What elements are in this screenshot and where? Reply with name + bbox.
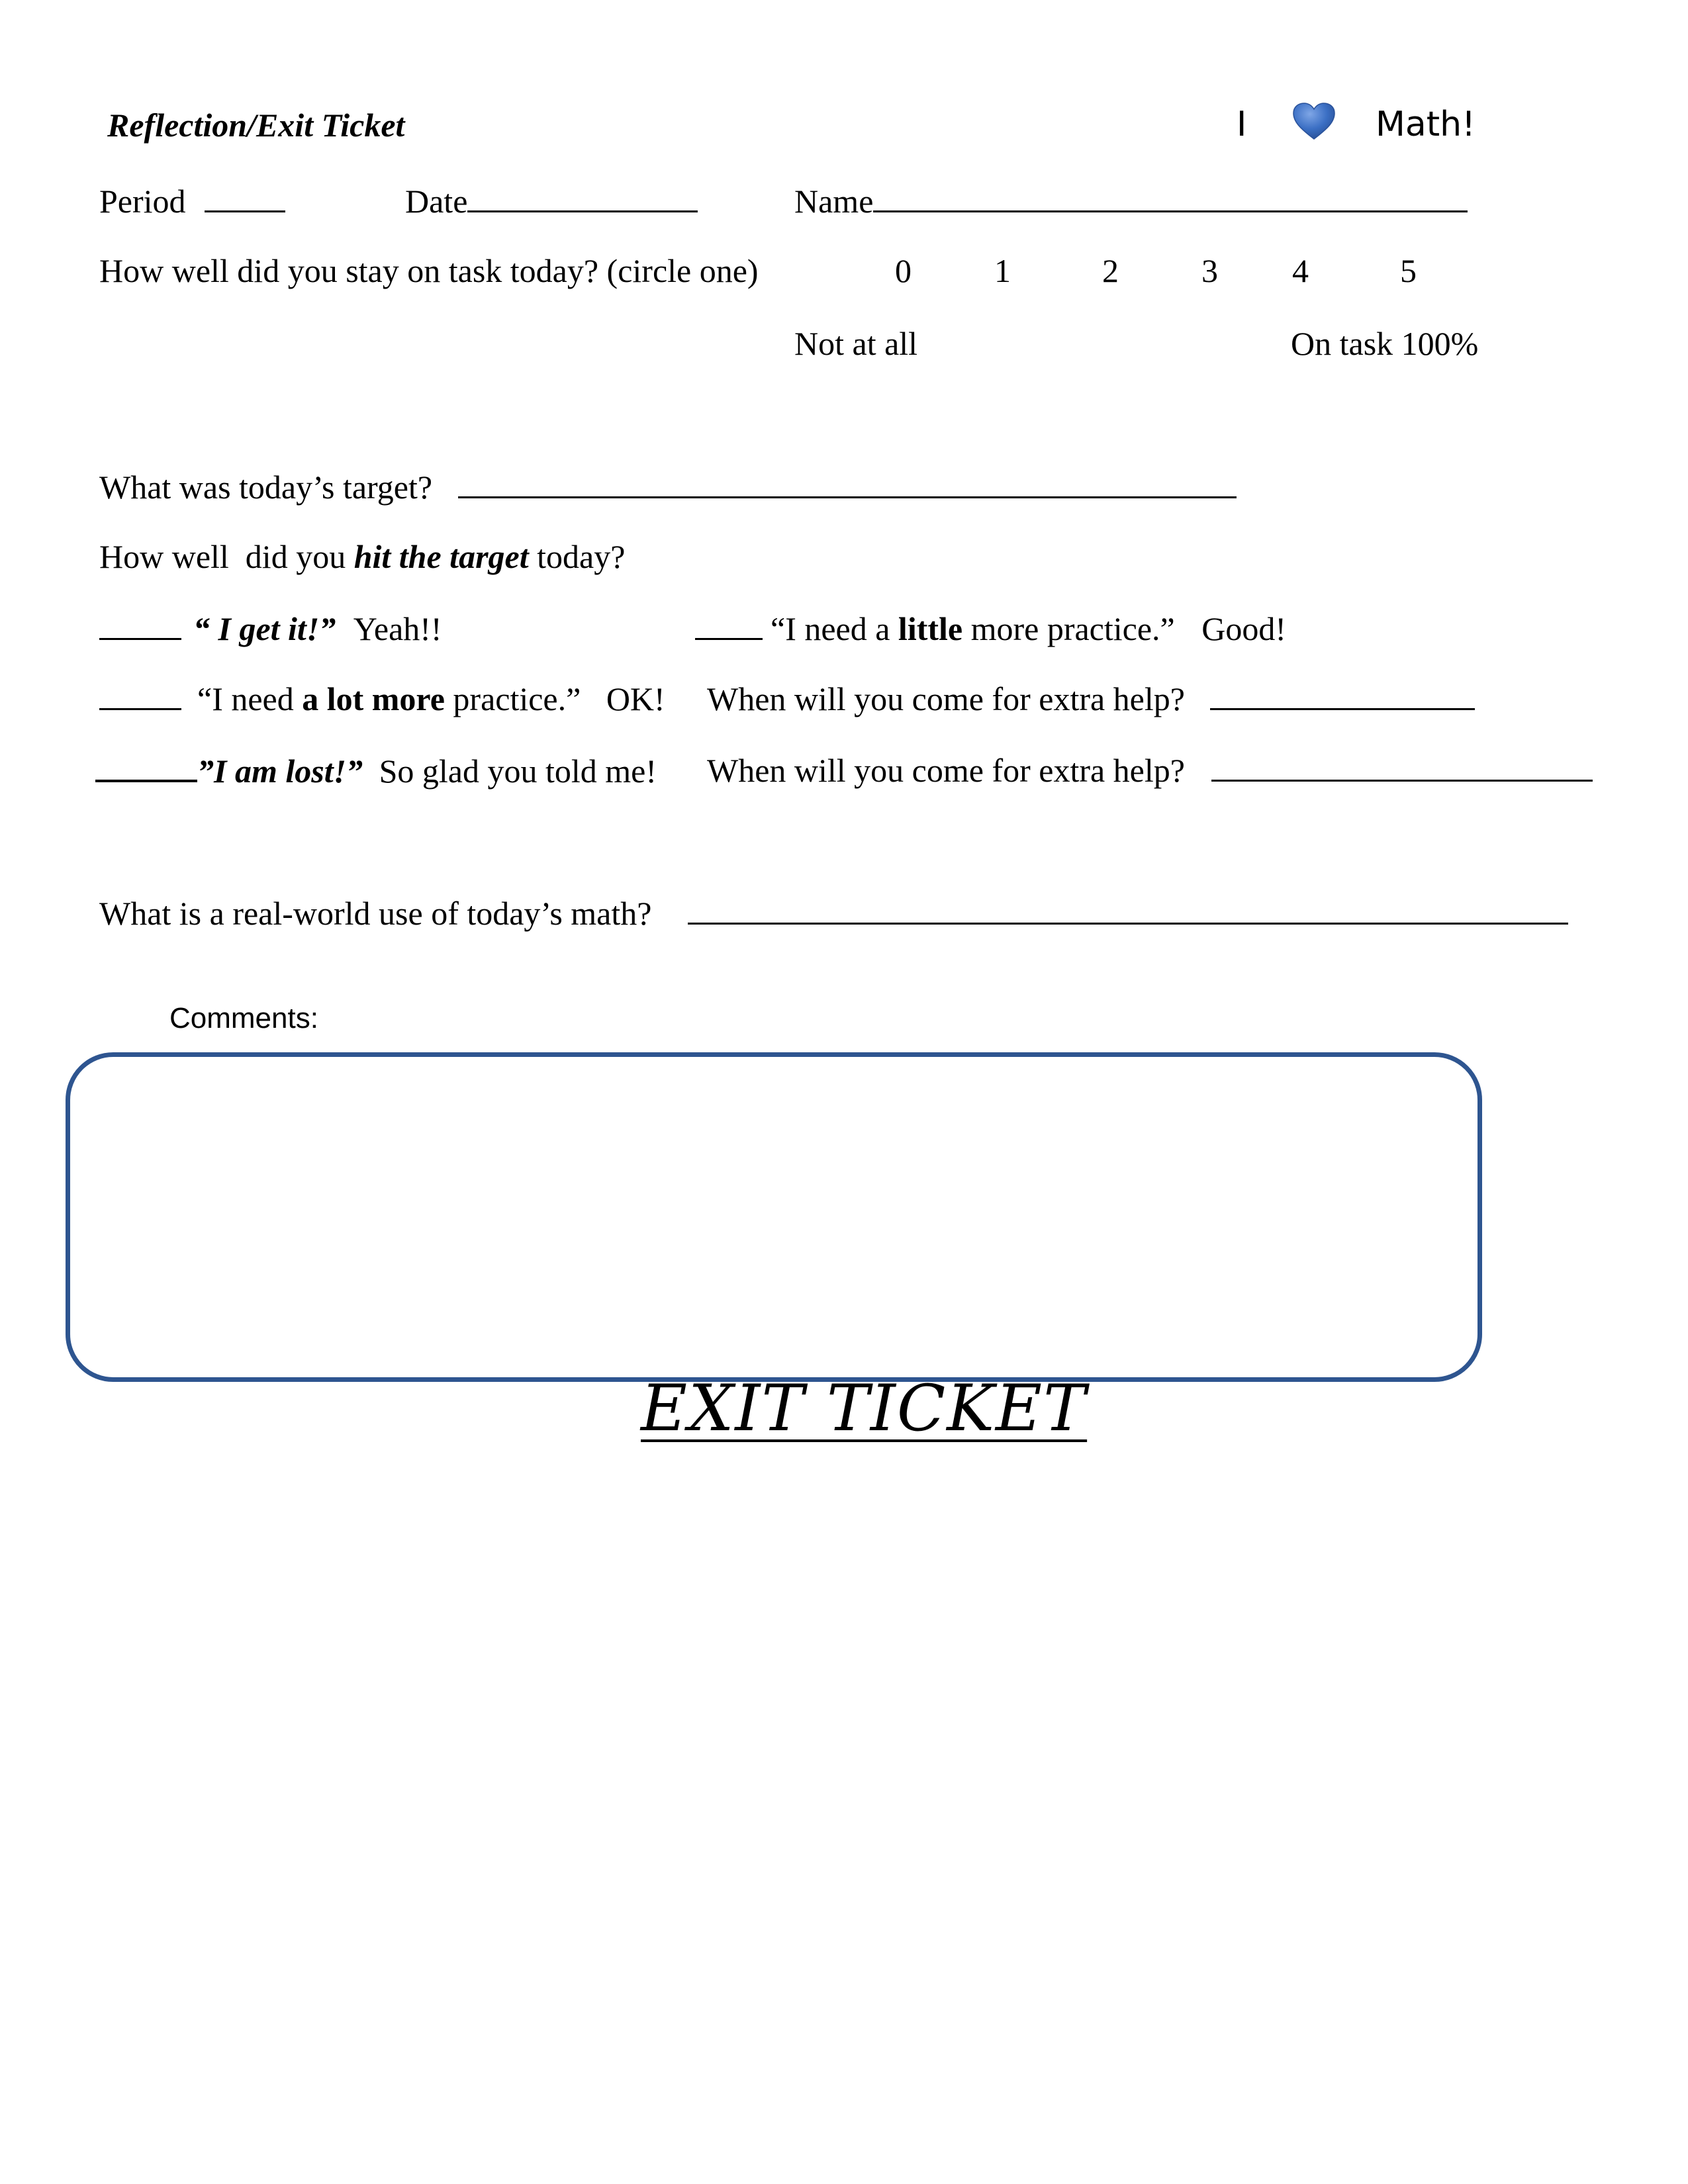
hit-target-question — [99, 540, 625, 573]
lost-quote: ”I am lost!” — [197, 752, 363, 790]
name-row — [794, 184, 1468, 218]
exit-ticket-title: EXIT TICKET — [641, 1371, 1088, 1445]
scale-2[interactable]: 2 — [1102, 252, 1119, 289]
date-label: Date — [405, 183, 468, 220]
target-question: What was today’s target? — [99, 469, 433, 506]
comments-box[interactable] — [66, 1052, 1482, 1382]
option-little — [695, 612, 1286, 645]
hit-target-emphasis: hit the target — [353, 538, 529, 575]
badge-i: I — [1237, 105, 1247, 144]
realworld-question: What is a real-world use of today’s math? — [99, 895, 652, 932]
realworld-row — [99, 896, 1568, 930]
lot-more-reply: OK! — [606, 680, 665, 717]
hit-target-prefix: How well did you — [99, 538, 354, 575]
scale-1[interactable]: 1 — [994, 252, 1011, 289]
scale-5[interactable]: 5 — [1400, 252, 1417, 289]
name-label: Name — [794, 183, 874, 220]
option-lost — [95, 753, 657, 788]
little-pre: “I need a — [771, 610, 898, 647]
extra-help-question-2: When will you come for extra help? — [707, 752, 1185, 789]
extra-help-row-2 — [707, 753, 1593, 787]
date-blank[interactable] — [467, 184, 698, 212]
little-reply: Good! — [1201, 610, 1286, 647]
lot-more-bold: a lot more — [302, 680, 445, 717]
extra-help-row-1 — [707, 682, 1475, 715]
get-it-reply: Yeah!! — [353, 610, 442, 647]
little-blank[interactable] — [695, 612, 763, 640]
lot-more-pre: “I need — [197, 680, 303, 717]
extra-help-blank-2[interactable] — [1211, 753, 1593, 782]
date-row — [405, 184, 698, 218]
target-blank[interactable] — [458, 470, 1237, 498]
get-it-blank[interactable] — [99, 612, 181, 640]
option-lot-more — [99, 682, 665, 715]
period-row — [99, 184, 285, 218]
extra-help-question-1: When will you come for extra help? — [707, 680, 1185, 717]
worksheet-title: Reflection/Exit Ticket — [107, 107, 405, 144]
lost-reply: So glad you told me! — [379, 752, 657, 790]
scale-3[interactable]: 3 — [1201, 252, 1218, 289]
scale-0[interactable]: 0 — [895, 252, 912, 289]
lot-more-post: practice.” — [444, 680, 581, 717]
period-blank[interactable] — [205, 184, 285, 212]
scale-low-label: Not at all — [794, 325, 918, 362]
name-blank[interactable] — [873, 184, 1468, 212]
get-it-quote: “ I get it!” — [193, 610, 336, 647]
on-task-question: How well did you stay on task today? (circle one) — [99, 252, 759, 289]
lot-more-blank[interactable] — [99, 682, 181, 710]
extra-help-blank-1[interactable] — [1210, 682, 1475, 710]
comments-label: Comments: — [169, 1002, 318, 1034]
option-get-it — [99, 612, 442, 645]
hit-target-suffix: today? — [528, 538, 626, 575]
little-post: more practice.” — [962, 610, 1175, 647]
realworld-blank[interactable] — [688, 896, 1568, 925]
target-row — [99, 470, 1237, 504]
scale-high-label: On task 100% — [1291, 325, 1479, 362]
scale-4[interactable]: 4 — [1292, 252, 1309, 289]
lost-blank[interactable] — [95, 753, 197, 782]
little-bold: little — [898, 610, 963, 647]
badge-math: Math! — [1376, 105, 1476, 144]
period-label: Period — [99, 183, 186, 220]
heart-icon — [1292, 102, 1336, 142]
